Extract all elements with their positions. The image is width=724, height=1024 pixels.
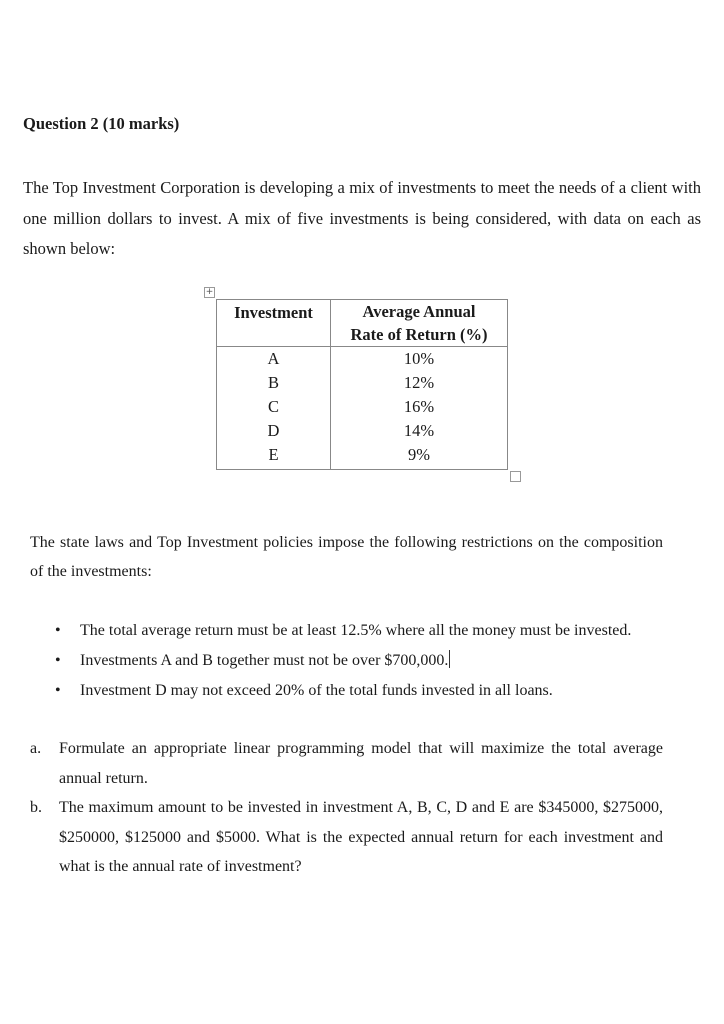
list-item [30,734,663,793]
cell-rate: 16% [331,395,508,419]
intro-paragraph: The Top Investment Corporation is developing a mix of investments to meet the needs of a client with one million dollars to invest. A mix of five investments is being considered, with data on each as shown below: [23,178,701,258]
header-rate-line2: Rate of Return (%) [350,325,488,344]
table-row [217,347,508,372]
cell-rate: 12% [331,371,508,395]
investment-table-container [205,287,508,470]
restriction-text: Investments A and B together must not be over $700,000. [80,652,449,669]
cell-investment: C [217,395,331,419]
table-header-row [217,300,508,347]
cell-investment: B [217,371,331,395]
restrictions-list [55,616,675,706]
list-item [30,793,663,882]
table-row [217,371,508,395]
table-row [217,395,508,419]
table-row [217,443,508,470]
task-text: The maximum amount to be invested in investment A, B, C, D and E are $345000, $275000, $250000, $125000 and $5000. What is the expected annual return for each investment and what is the annual rate of investment? [59,799,663,875]
restriction-text: Investment D may not exceed 20% of the total funds invested in all loans. [80,682,553,699]
header-investment: Investment [217,300,331,347]
cell-investment: D [217,419,331,443]
cell-investment: A [217,347,331,372]
cell-rate: 10% [331,347,508,372]
list-item [55,616,675,646]
restrictions-intro: The state laws and Top Investment policies impose the following restrictions on the composition of the investments: [30,534,663,580]
investment-table [216,299,508,470]
cell-rate: 14% [331,419,508,443]
list-item [55,676,675,706]
list-item [55,646,675,676]
table-resize-handle[interactable] [510,471,521,482]
task-marker: a. [30,740,42,757]
table-row [217,419,508,443]
bullet-icon: • [55,652,61,669]
header-rate [331,300,508,347]
question-heading: Question 2 (10 marks) [23,114,180,133]
cell-rate: 9% [331,443,508,470]
restriction-text: The total average return must be at least 12.5% where all the money must be invested. [80,622,632,639]
cell-investment: E [217,443,331,470]
bullet-icon: • [55,682,61,699]
bullet-icon: • [55,622,61,639]
task-marker: b. [30,799,42,816]
tasks-list [30,734,663,882]
text-cursor [449,650,450,668]
move-icon[interactable]: + [205,287,214,297]
header-rate-line1: Average Annual [362,302,476,321]
task-text: Formulate an appropriate linear programming model that will maximize the total average annual return. [59,740,663,787]
